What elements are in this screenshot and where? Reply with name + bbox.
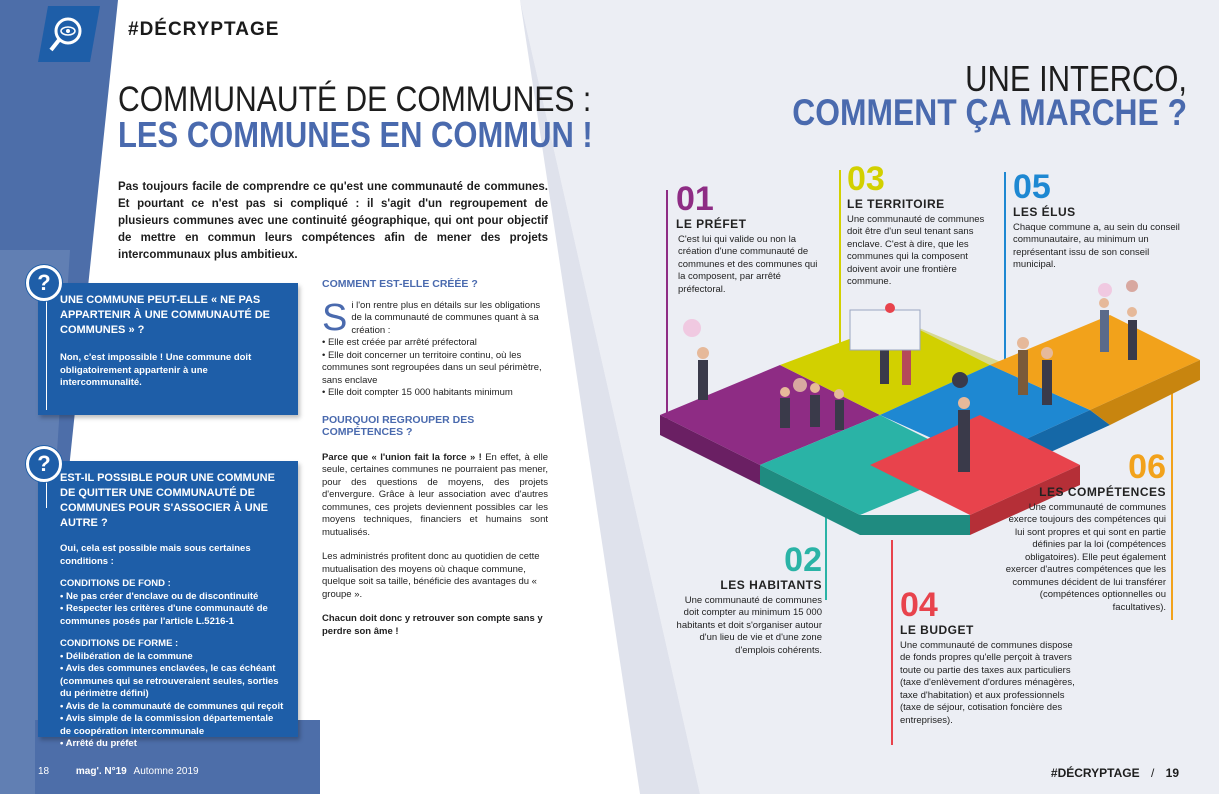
footer-left <box>38 766 199 777</box>
question-mark-icon: ? <box>26 446 62 482</box>
step-title: LES COMPÉTENCES <box>1039 485 1166 499</box>
step-number: 05 <box>1013 168 1051 206</box>
conditions-fond-item: • Ne pas créer d'enclave ou de discontinuité <box>60 590 259 602</box>
step-04 <box>900 588 1080 727</box>
drop-cap: S <box>322 296 348 339</box>
step-text: C'est lui qui valide ou non la création d'une communauté de communes et des communes qui la composent, par arrêté préfectoral. <box>678 233 818 295</box>
question-box-1 <box>38 283 298 415</box>
step-number: 03 <box>847 160 885 198</box>
competences-text: En effet, à elle seule, certaines communes ne pourraient pas mener, pour des questions de moyens, des projets d'envergure. Grâce à leur association avec d'autres communes, ces projets deviennent possibles car les moyens techniques, financiers et humains sont mutualisés. <box>322 451 549 538</box>
page-title-line2: LES COMMUNES EN COMMUN ! <box>118 114 593 155</box>
conditions-forme-item: • Avis des communes enclavées, le cas échéant (communes qui se retrouveraient seules, sorties du périmètre défini) <box>60 663 279 699</box>
text-column <box>322 278 548 638</box>
heading-competences: POURQUOI REGROUPER DES COMPÉTENCES ? <box>322 413 475 438</box>
step-title: LE PRÉFET <box>676 217 747 231</box>
closing-paragraph: Chacun doit donc y retrouver son compte sans y perdre son âme ! <box>322 613 543 637</box>
step-number: 04 <box>900 586 938 624</box>
conditions-fond-item: • Respecter les critères d'une communauté de communes posés par l'article L.5216-1 <box>60 603 268 627</box>
step-01 <box>676 182 821 296</box>
step-03 <box>847 162 987 289</box>
box-1-divider <box>46 300 47 410</box>
step-text: Chaque commune a, au sein du conseil communautaire, au minimum un représentant issu de son conseil municipal. <box>1013 221 1180 270</box>
right-title-line1: UNE INTERCO, <box>965 58 1187 99</box>
section-tag: #DÉCRYPTAGE <box>128 19 280 40</box>
heading-creation: COMMENT EST-ELLE CRÉÉE ? <box>322 278 478 290</box>
competences-paragraph <box>322 452 548 540</box>
question-box-2-intro: Oui, cela est possible mais sous certaines conditions : <box>60 543 251 567</box>
magazine-issue: mag'. N°19 <box>75 766 127 777</box>
footer-right: #DÉCRYPTAGE / 19 <box>1050 766 1179 780</box>
step-02 <box>672 543 822 657</box>
question-mark-icon: ? <box>26 265 62 301</box>
conditions-forme-item: • Avis simple de la commission départementale de coopération intercommunale <box>60 713 274 737</box>
step-text: Une communauté de communes dispose de fonds propres qu'elle perçoit à travers toute ou partie des taxes aux particuliers (taxe d'enlèvement d'ordures ménagères, taxe d'habitation) et aux professionnels (taxe de séjour, cotisation foncière des entreprises). <box>900 639 1075 726</box>
step-title: LES HABITANTS <box>720 578 822 592</box>
creation-item: • Elle est créée par arrêté préfectoral <box>322 337 477 348</box>
step-title: LE BUDGET <box>900 623 974 637</box>
step-text: Une communauté de communes doit compter au minimum 15 000 habitants et doit s'organiser autour d'un lieu de vie et d'une zone d'emplois cohérents. <box>676 594 822 656</box>
page-number-right: 19 <box>1165 766 1179 780</box>
competences-lead: Parce que « l'union fait la force » ! <box>322 451 482 463</box>
box-2-divider <box>46 478 47 508</box>
step-text: Une communauté de communes doit être d'un seul tenant sans enclave. C'est à dire, que les communes qui la composent doivent avoir une frontière commune. <box>847 213 985 287</box>
page-title-line1: COMMUNAUTÉ DE COMMUNES : <box>118 80 592 119</box>
conditions-forme-item: • Avis de la communauté de communes qui reçoit <box>60 700 284 712</box>
step-05 <box>1013 170 1183 272</box>
right-title-line2: COMMENT ÇA MARCHE ? <box>792 92 1187 133</box>
step-title: LE TERRITOIRE <box>847 197 945 211</box>
magazine-season: Automne 2019 <box>133 766 199 777</box>
step-text: Une communauté de communes exerce toujours des compétences qui lui sont propres et qui sont en partie définies par la loi (compétences obligatoires). Elle peut également exercer d'autres compétences que les communes décident de lui transférer (compétences optionnelles ou facultatives). <box>1005 501 1166 613</box>
creation-item: • Elle doit compter 15 000 habitants minimum <box>322 387 513 398</box>
conditions-fond-title: CONDITIONS DE FOND : <box>60 578 171 589</box>
creation-item: • Elle doit concerner un territoire continu, où les communes sont regroupées dans un seul périmètre, sans enclave <box>322 349 542 386</box>
conditions-forme-title: CONDITIONS DE FORME : <box>60 638 179 649</box>
question-box-1-text: Non, c'est impossible ! Une commune doit obligatoirement appartenir à une intercommunalité. <box>60 352 252 388</box>
creation-paragraph: i l'on rentre plus en détails sur les obligations de la communauté de communes quant à sa création : <box>351 299 541 336</box>
step-title: LES ÉLUS <box>1013 205 1076 219</box>
eye-magnifier-icon <box>38 6 100 62</box>
page-number-left: 18 <box>38 766 50 777</box>
step-number: 01 <box>676 180 714 218</box>
footer-tag: #DÉCRYPTAGE <box>1050 766 1140 780</box>
question-box-2 <box>38 461 298 749</box>
question-box-1-title: UNE COMMUNE PEUT-ELLE « NE PAS APPARTENIR À UNE COMMUNAUTÉ DE COMMUNES » ? <box>60 294 271 336</box>
intro-paragraph: Pas toujours facile de comprendre ce qu'est une communauté de communes. Et pourtant ce n'est pas si compliqué : il s'agit d'un regroupement de plusieurs communes avec une continuité géographique, qui ont pour objectif de mettre en commun leurs compétences afin de mener des projets intercommunaux plus ambitieux. <box>118 181 548 261</box>
conditions-forme-item: • Délibération de la commune <box>60 650 193 662</box>
step-number: 06 <box>1128 448 1166 486</box>
conditions-forme-item: • Arrêté du préfet <box>60 738 137 749</box>
step-number: 02 <box>784 541 822 579</box>
mutualisation-paragraph: Les administrés profitent donc au quotidien de cette mutualisation des moyens où chaque commune, quelque soit sa taille, bénéficie des avantages du « groupe ». <box>322 551 540 600</box>
question-box-2-title: EST-IL POSSIBLE POUR UNE COMMUNE DE QUITTER UNE COMMUNAUTÉ DE COMMUNES POUR S'ASSOCIER À UNE AUTRE ? <box>60 472 275 529</box>
